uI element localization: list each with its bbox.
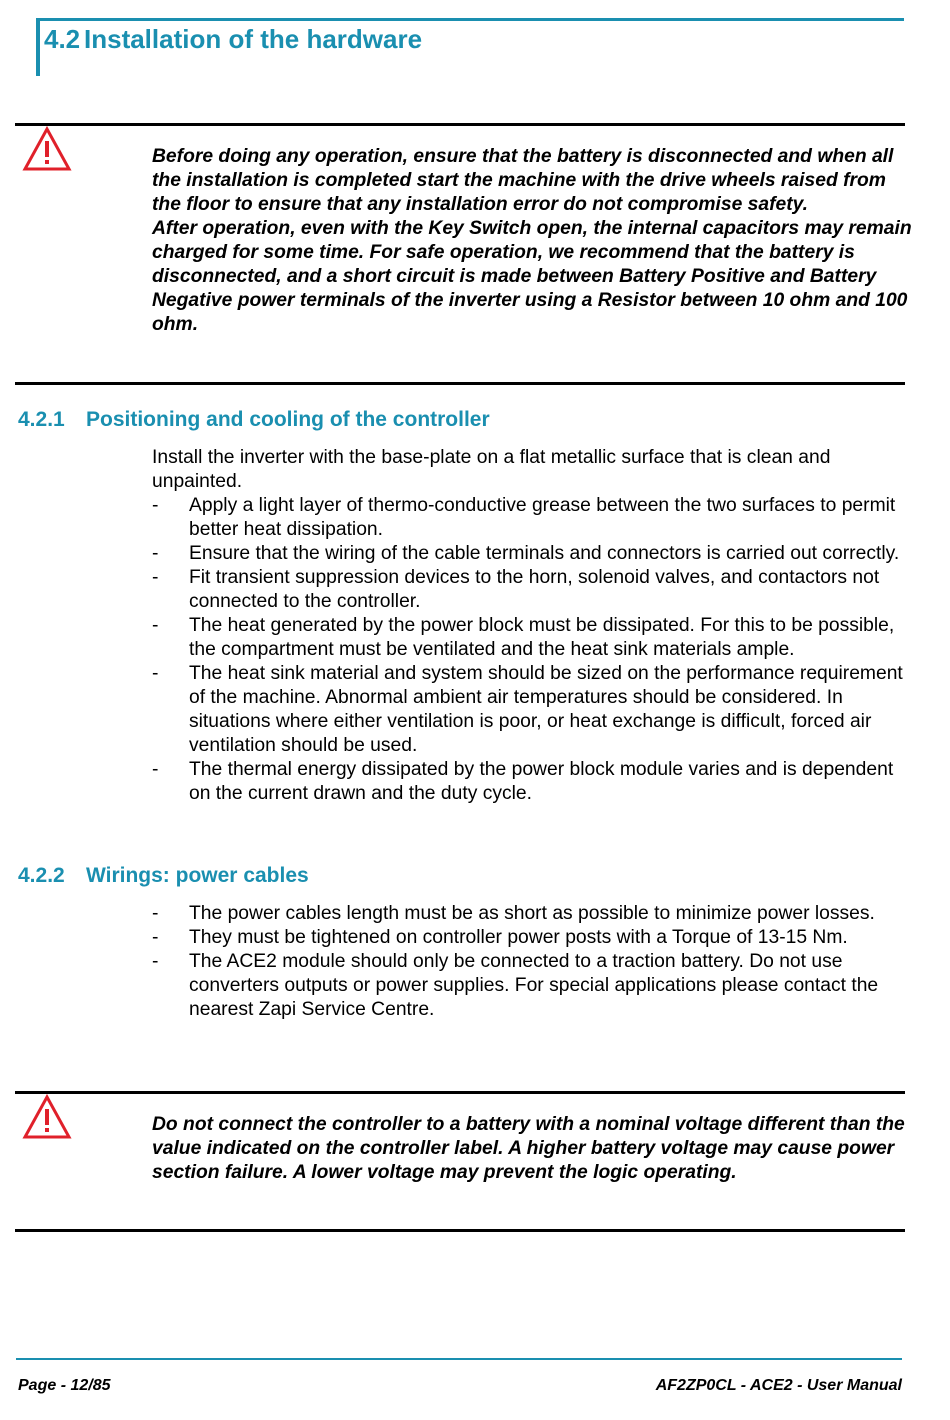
list-item: - The power cables length must be as short as possible to minimize power losses. (152, 903, 875, 924)
section-header-rule (36, 18, 904, 21)
power-cables-list (152, 902, 907, 1022)
list-item: - Fit transient suppression devices to the horn, solenoid valves, and contactors not connected to the controller. (152, 567, 880, 612)
warning-paragraph: After operation, even with the Key Switch open, the internal capacitors may remain charged for some time. For safe operation, we recommend that the battery is disconnected, and a short circuit is made between Battery Positive and Battery Negative power terminals of the inverter using a Resistor between 10 ohm and 100 ohm. (152, 218, 912, 335)
footer-rule (16, 1358, 902, 1360)
warning-paragraph: Before doing any operation, ensure that the battery is disconnected and when all the installation is completed start the machine with the drive wheels raised from the floor to ensure that any installation error do not compromise safety. (152, 146, 894, 215)
list-item: - The heat generated by the power block must be dissipated. For this to be possible, the compartment must be ventilated and the heat sink materials ample. (152, 615, 895, 660)
warning-bottom-rule (15, 382, 905, 385)
subsection-number: 4.2.1 (18, 408, 65, 431)
warning-text-2 (152, 1113, 912, 1185)
subsection-title: Wirings: power cables (86, 864, 309, 887)
section-title: Installation of the hardware (84, 24, 423, 54)
warning-top-rule (15, 1091, 905, 1094)
document-title: AF2ZP0CL - ACE2 - User Manual (655, 1377, 902, 1394)
warning-paragraph: Do not connect the controller to a battery with a nominal voltage different than the value indicated on the controller label. A higher battery voltage may cause power section failure. A lower voltage may prevent the logic operating. (152, 1114, 905, 1183)
positioning-list (152, 494, 907, 806)
page-number: Page - 12/85 (18, 1377, 111, 1394)
warning-triangle-icon (22, 126, 72, 172)
section-number: 4.2 (44, 24, 81, 54)
list-item: - Apply a light layer of thermo-conductive grease between the two surfaces to permit better heat dissipation. (152, 495, 896, 540)
list-item: - They must be tightened on controller power posts with a Torque of 13-15 Nm. (152, 927, 848, 948)
warning-top-rule (15, 123, 905, 126)
warning-triangle-icon (22, 1094, 72, 1140)
list-item: - Ensure that the wiring of the cable terminals and connectors is carried out correctly. (152, 543, 900, 564)
list-item: - The thermal energy dissipated by the power block module varies and is dependent on the current drawn and the duty cycle. (152, 759, 894, 804)
warning-bottom-rule (15, 1229, 905, 1232)
warning-text-1 (152, 145, 912, 337)
intro-paragraph: Install the inverter with the base-plate on a flat metallic surface that is clean and unpainted. (152, 447, 831, 492)
list-item: - The ACE2 module should only be connected to a traction battery. Do not use converters outputs or power supplies. For special applications please contact the nearest Zapi Service Centre. (152, 951, 879, 1020)
list-item: - The heat sink material and system should be sized on the performance requirement of the machine. Abnormal ambient air temperatures should be considered. In situations where either ventilation is poor, or heat exchange is difficult, forced air ventilation should be used. (152, 663, 903, 756)
subsection-heading-4-2-1 (18, 408, 490, 432)
section-header-bar (36, 18, 40, 76)
subsection-title: Positioning and cooling of the controller (86, 408, 490, 431)
subsection-heading-4-2-2 (18, 864, 309, 888)
subsection-number: 4.2.2 (18, 864, 65, 887)
